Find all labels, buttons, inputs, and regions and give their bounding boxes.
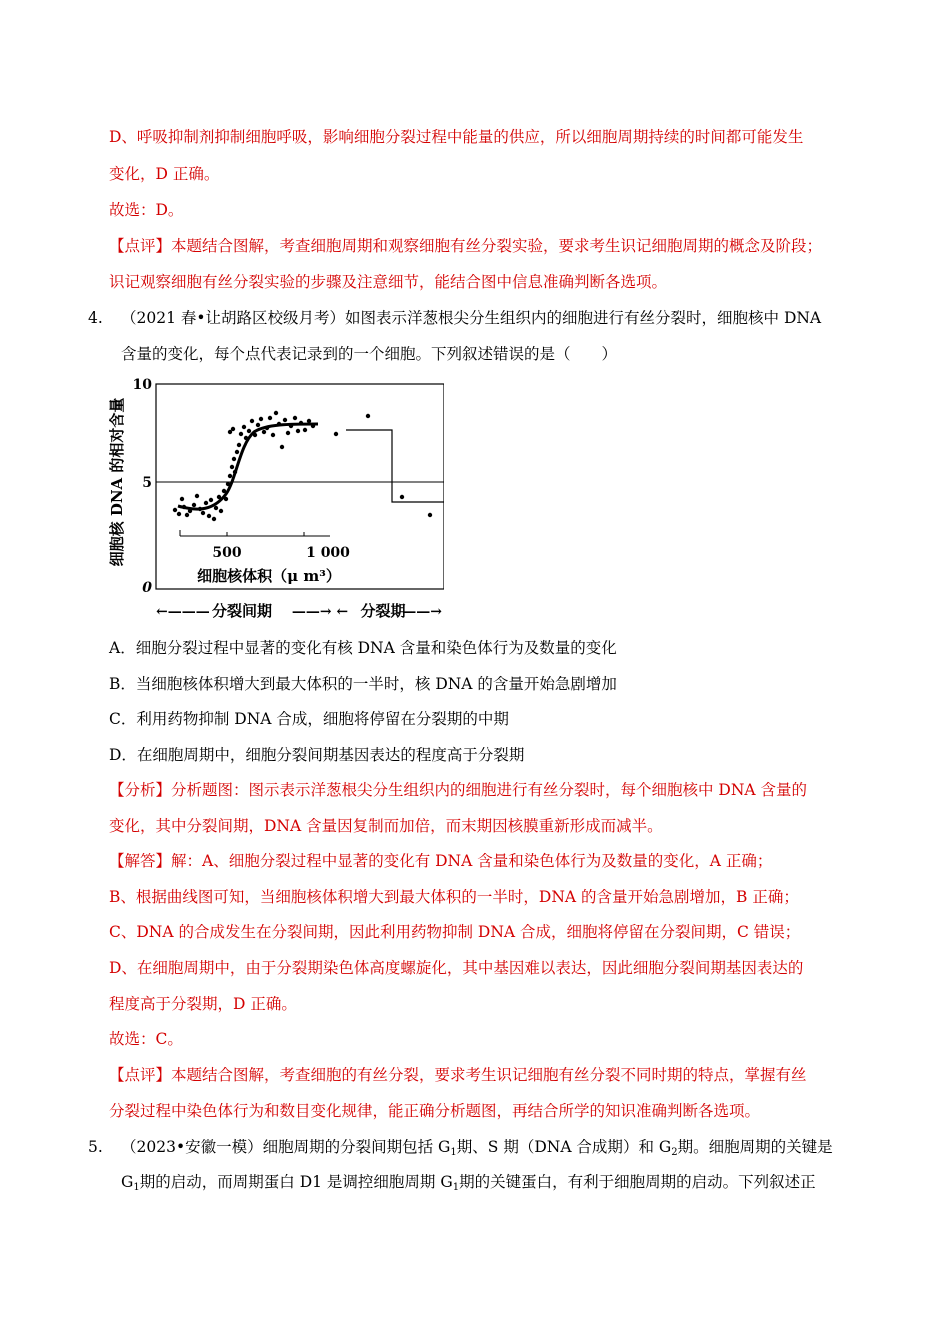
scatter-point [180,497,184,501]
scatter-point [185,513,189,517]
question-5-stem-line-2: $G_1$期的启动，而周期蛋白 D1 是调控细胞周期 $G_1$期的关键蛋白，有利于细胞周期的启动。下列叙述正 [121,1173,816,1193]
option-d: D．在细胞周期中，细胞分裂间期基因表达的程度高于分裂期 [109,746,525,764]
x-tick-500: 500 [212,545,242,561]
y-tick-0: 0 [142,580,152,596]
scatter-point [239,432,243,436]
scatter-point [293,416,297,420]
question-4-stem-line-2: 含量的变化，每个点代表记录到的一个细胞。下列叙述错误的是（ ） [121,345,618,363]
mitosis-step-line [346,430,444,502]
question-5-number: 5. [88,1138,103,1156]
scatter-point [366,414,370,418]
scatter-point [192,503,196,507]
scatter-point [212,517,216,521]
scatter-point [214,506,218,510]
scatter-point [307,419,311,423]
analysis-line-2: 变化，其中分裂间期，DNA 含量因复制而加倍，而末期因核膜重新形成而减半。 [109,817,663,835]
scatter-point [228,474,232,478]
scatter-point [233,470,237,474]
question-5-stem-line-1: （2023•安徽一模）细胞周期的分裂间期包括 $G_1$期、S 期（DNA 合成期）和 $G_2$期。细胞周期的关键是 [121,1138,833,1158]
question-4-stem-line-1: （2021 春•让胡路区校级月考）如图表示洋葱根尖分生组织内的细胞进行有丝分裂时，细胞核中 DNA [121,309,822,327]
scatter-point [177,512,181,516]
scatter-point [262,430,266,434]
scatter-point [198,507,202,511]
answer-d-line-1: D、在细胞周期中，由于分裂期染色体高度螺旋化，其中基因难以表达，因此细胞分裂间期基因表达的 [109,959,804,977]
comment-line-2: 识记观察细胞有丝分裂实验的步骤及注意细节，能结合图中信息准确判断各选项。 [109,273,668,291]
scatter-point [217,495,221,499]
scatter-point [277,422,281,426]
y-tick-10: 10 [132,377,152,393]
option-c: C．利用药物抑制 DNA 合成，细胞将停留在分裂期的中期 [109,710,509,728]
scatter-point [224,497,228,501]
scatter-point [201,511,205,515]
dna-content-figure [104,372,444,622]
answer-b-line: B、根据曲线图可知，当细胞核体积增大到最大体积的一半时，DNA 的含量开始急剧增加，B 正确； [109,888,799,906]
arrow-left: ←——— [156,604,210,620]
y-tick-5: 5 [142,475,152,491]
scatter-point [222,489,226,493]
arrow-right: ——→ [402,604,442,620]
scatter-point [428,513,432,517]
scatter-point [253,433,257,437]
scatter-point [299,421,303,425]
question-4-number: 4. [88,309,103,327]
scatter-point [265,426,269,430]
answer-a-line: 【解答】解：A、细胞分裂过程中显著的变化有 DNA 含量和染色体行为及数量的变化，A 正确； [109,852,773,870]
scatter-point [256,423,260,427]
y-axis-label: 细胞核 DNA 的相对含量 [108,397,126,567]
phase-interphase-label: 分裂间期 [211,602,273,620]
q4-comment-line-2: 分裂过程中染色体行为和数目变化规律，能正确分析题图，再结合所学的知识准确判断各选项。 [109,1102,761,1120]
scatter-point [237,443,241,447]
answer-d-line-2: 程度高于分裂期，D 正确。 [109,995,297,1013]
scatter-point [235,450,239,454]
scatter-point [311,424,315,428]
answer-d-line-2: 变化，D 正确。 [109,165,220,183]
scatter-point [226,482,230,486]
scatter-point [286,431,290,435]
scatter-point [400,495,404,499]
scatter-point [268,416,272,420]
scatter-point [289,424,293,428]
scatter-point [230,465,234,469]
scatter-point [271,433,275,437]
scatter-point [188,509,192,513]
scatter-point [247,429,251,433]
scatter-point [242,425,246,429]
scatter-point [334,432,338,436]
scatter-point [219,509,223,513]
scatter-point [204,501,208,505]
scatter-point [244,436,248,440]
arrow-middle: ——→ ← [291,604,349,620]
scatter-point [280,445,284,449]
scatter-point [283,418,287,422]
option-a: A．细胞分裂过程中显著的变化有核 DNA 含量和染色体行为及数量的变化 [109,639,617,657]
phase-mitosis-label: 分裂期 [360,602,406,620]
scatter-point [303,428,307,432]
x-axis-label: 细胞核体积（μ m³） [197,567,341,585]
answer-d-line-1: D、呼吸抑制剂抑制细胞呼吸，影响细胞分裂过程中能量的供应，所以细胞周期持续的时间都可能发生 [109,128,804,146]
scatter-point [195,494,199,498]
scatter-point [274,411,278,415]
plot-frame [156,384,444,589]
x-tick-1000: 1 000 [306,545,350,561]
scatter-point [182,505,186,509]
answer-c-line: C、DNA 的合成发生在分裂间期，因此利用药物抑制 DNA 合成，细胞将停留在分裂间期，C 错误； [109,923,801,941]
scatter-point [250,419,254,423]
scatter-point [259,417,263,421]
option-b: B．当细胞核体积增大到最大体积的一半时，核 DNA 的含量开始急剧增加 [109,675,617,693]
scatter-point [209,498,213,502]
scatter-point [231,427,235,431]
q4-choice: 故选：C。 [109,1030,183,1048]
analysis-line-1: 【分析】分析题图：图示表示洋葱根尖分生组织内的细胞进行有丝分裂时，每个细胞核中 DNA 含量的 [109,781,808,799]
scatter-point [232,457,236,461]
scatter-point [207,514,211,518]
scatter-point [296,429,300,433]
answer-choice: 故选：D。 [109,201,184,219]
comment-line-1: 【点评】本题结合图解，考查细胞周期和观察细胞有丝分裂实验，要求考生识记细胞周期的概念及阶段； [109,237,823,255]
q4-comment-line-1: 【点评】本题结合图解，考查细胞的有丝分裂，要求考生识记细胞有丝分裂不同时期的特点，掌握有丝 [109,1066,807,1084]
scatter-point [173,508,177,512]
